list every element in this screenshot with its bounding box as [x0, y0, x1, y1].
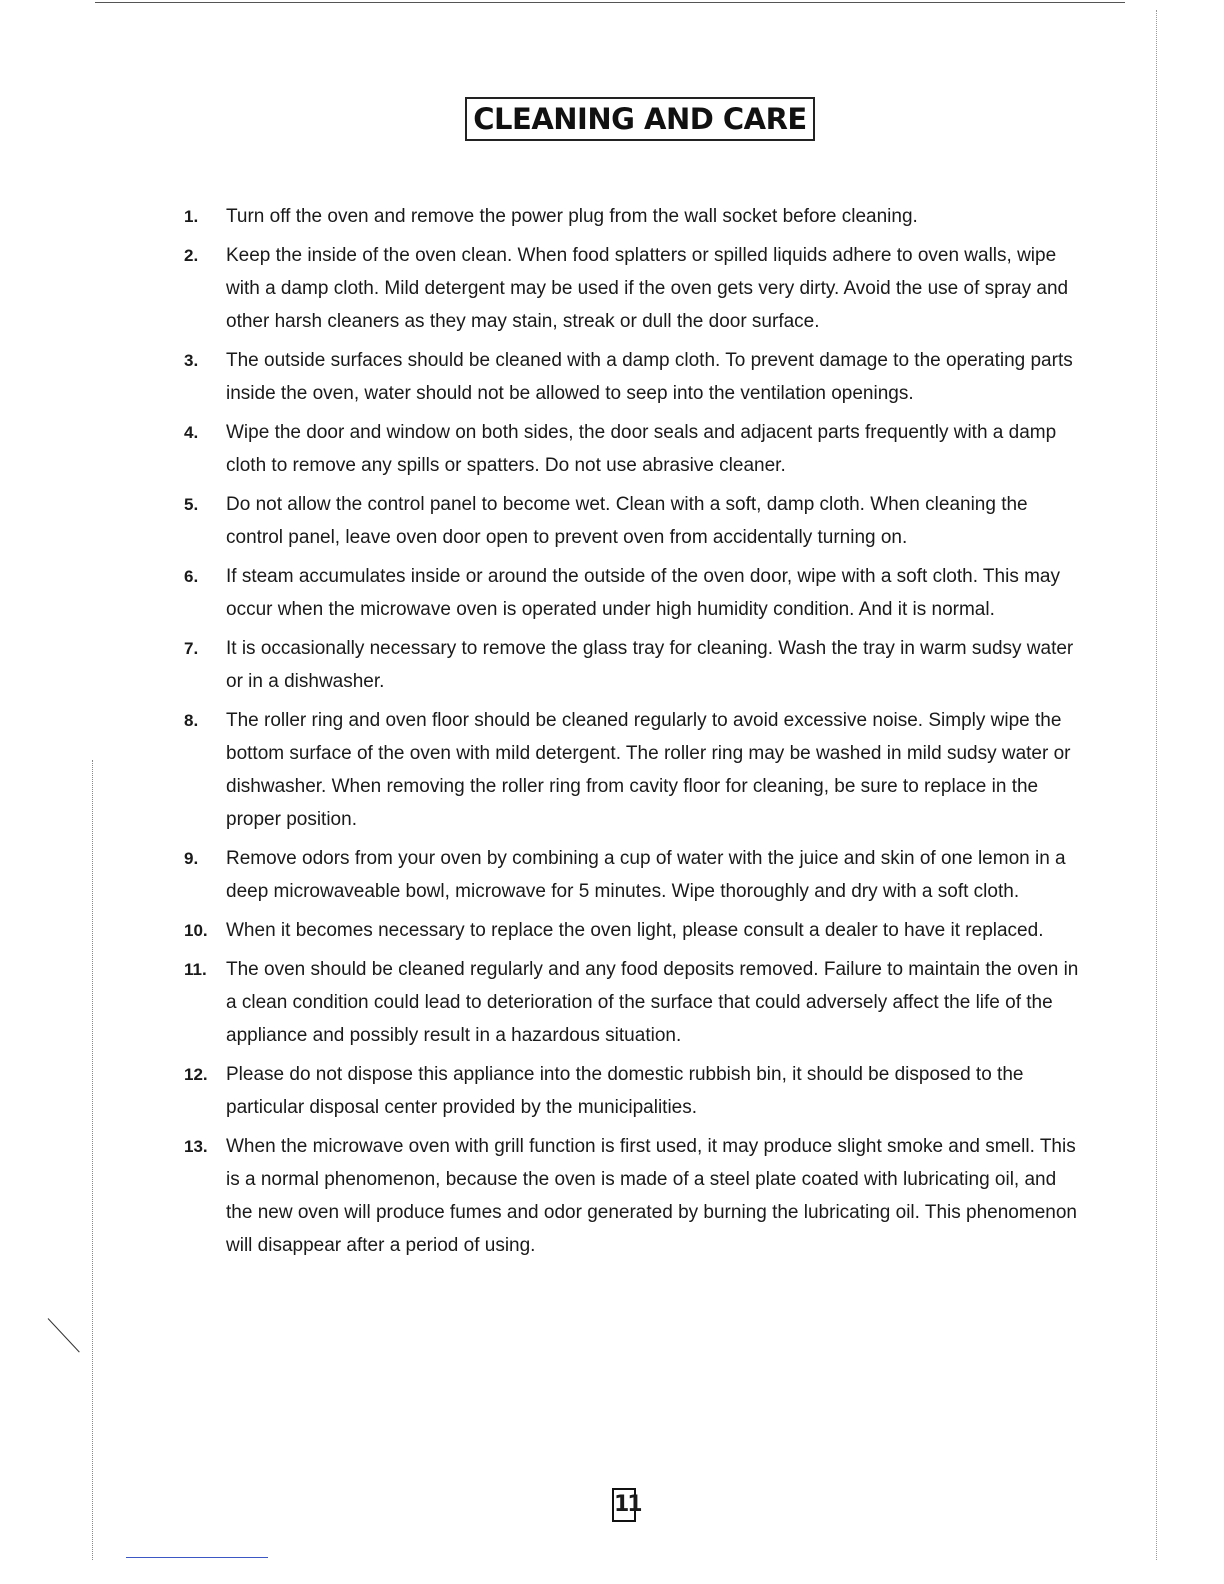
item-number: 8. — [184, 711, 199, 730]
item-number: 12. — [184, 1065, 208, 1084]
item-text: The roller ring and oven floor should be cleaned regularly to avoid excessive noise. Simply wipe the bottom surface of the oven with mild detergent. The roller ring may be washed in mild sudsy water or dishwasher. When removing the roller ring from cavity floor for cleaning, be sure to replace in the proper position. — [226, 710, 1071, 830]
scan-edge-right — [1156, 10, 1158, 1560]
page-title: CLEANING AND CARE — [473, 102, 807, 136]
list-item — [184, 239, 1084, 338]
list-item — [184, 416, 1084, 482]
item-text: Do not allow the control panel to become wet. Clean with a soft, damp cloth. When cleaning the control panel, leave oven door open to prevent oven from accidentally turning on. — [226, 494, 1028, 548]
item-text: Turn off the oven and remove the power plug from the wall socket before cleaning. — [226, 206, 918, 227]
item-number: 6. — [184, 567, 199, 586]
list-item — [184, 914, 1084, 947]
list-item — [184, 488, 1084, 554]
list-item — [184, 560, 1084, 626]
item-number: 1. — [184, 207, 199, 226]
page-title-box — [465, 97, 815, 141]
list-item — [184, 344, 1084, 410]
list-item — [184, 1058, 1084, 1124]
item-text: If steam accumulates inside or around the outside of the oven door, wipe with a soft cloth. This may occur when the microwave oven is operated under high humidity condition. And it is normal. — [226, 566, 1060, 620]
item-number: 13. — [184, 1137, 208, 1156]
item-text: Keep the inside of the oven clean. When food splatters or spilled liquids adhere to oven walls, wipe with a damp cloth. Mild detergent may be used if the oven gets very dirty. Avoid the use of spray and other harsh cleaners as they may stain, streak or dull the door surface. — [226, 245, 1069, 332]
page-number: 11 — [612, 1488, 636, 1522]
list-item — [184, 704, 1084, 836]
list-item — [184, 1130, 1084, 1262]
item-number: 5. — [184, 495, 199, 514]
scan-edge-left — [92, 760, 94, 1560]
item-text: The oven should be cleaned regularly and any food deposits removed. Failure to maintain the oven in a clean condition could lead to deterioration of the surface that could adversely affect the life of the appliance and possibly result in a hazardous situation. — [226, 959, 1079, 1046]
item-number: 10. — [184, 921, 208, 940]
list-item — [184, 842, 1084, 908]
item-text: Remove odors from your oven by combining a cup of water with the juice and skin of one lemon in a deep microwaveable bowl, microwave for 5 minutes. Wipe thoroughly and dry with a soft cloth. — [226, 848, 1066, 902]
item-number: 7. — [184, 639, 199, 658]
item-number: 11. — [184, 960, 207, 979]
care-instructions-list — [184, 200, 1084, 1268]
item-text: Wipe the door and window on both sides, the door seals and adjacent parts frequently with a damp cloth to remove any spills or spatters. Do not use abrasive cleaner. — [226, 422, 1057, 476]
item-number: 3. — [184, 351, 199, 370]
item-text: When the microwave oven with grill function is first used, it may produce slight smoke and smell. This is a normal phenomenon, because the oven is made of a steel plate coated with lubricating oil, and the new oven will produce fumes and odor generated by burning the lubricating oil. This phenomenon will disappear after a period of using. — [226, 1136, 1077, 1256]
item-number: 9. — [184, 849, 199, 868]
item-number: 2. — [184, 246, 199, 265]
list-item — [184, 953, 1084, 1052]
scan-edge-top — [95, 2, 1125, 3]
item-text: Please do not dispose this appliance into the domestic rubbish bin, it should be disposed to the particular disposal center provided by the municipalities. — [226, 1064, 1024, 1118]
list-item — [184, 200, 1084, 233]
item-text: It is occasionally necessary to remove the glass tray for cleaning. Wash the tray in warm sudsy water or in a dishwasher. — [226, 638, 1074, 692]
scan-edge-bottom — [126, 1557, 268, 1558]
scan-mark — [48, 1318, 80, 1352]
list-item — [184, 632, 1084, 698]
item-text: When it becomes necessary to replace the oven light, please consult a dealer to have it replaced. — [226, 920, 1044, 941]
item-text: The outside surfaces should be cleaned with a damp cloth. To prevent damage to the operating parts inside the oven, water should not be allowed to seep into the ventilation openings. — [226, 350, 1073, 404]
item-number: 4. — [184, 423, 199, 442]
